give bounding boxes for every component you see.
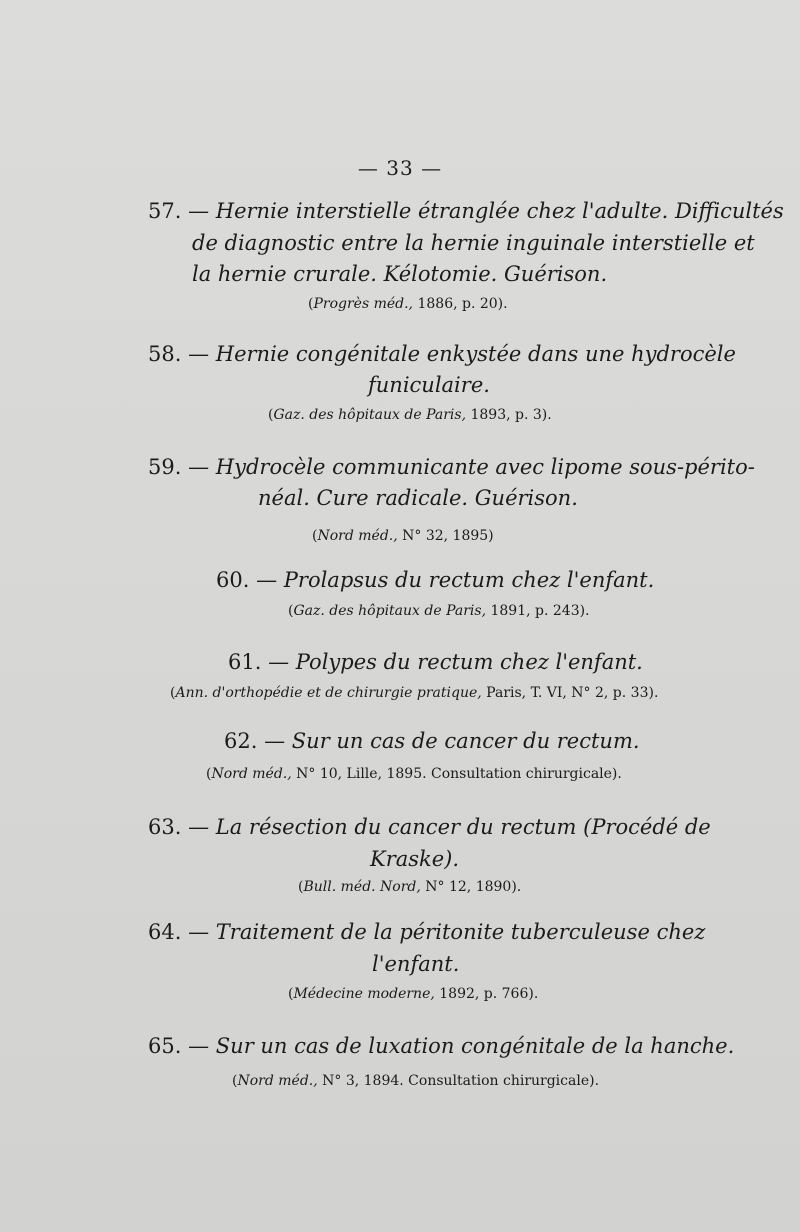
entry-title: Hernie interstielle étranglée chez l'adulte. Difficultés xyxy=(215,199,784,223)
journal-name: Nord méd., xyxy=(317,528,398,544)
entry-number: 64. xyxy=(148,920,182,944)
journal-name: Bull. méd. Nord, xyxy=(303,879,421,895)
entry-title: Sur un cas de luxation congénitale de la hanche. xyxy=(215,1034,735,1058)
page-number: — 33 — xyxy=(357,156,443,180)
entry-number: 58. xyxy=(148,342,182,366)
journal-name: Gaz. des hôpitaux de Paris, xyxy=(273,407,467,423)
entry-reference: (Médecine moderne, 1892, p. 766). xyxy=(288,986,539,1002)
entry-title-line-2: l'enfant. xyxy=(372,952,460,976)
entry-number: 61. xyxy=(228,650,262,674)
entry-number: 63. xyxy=(148,815,182,839)
entry-title: Hydrocèle communicante avec lipome sous-périto- xyxy=(215,455,755,479)
entry-reference: (Nord méd., N° 32, 1895) xyxy=(312,528,494,544)
entry-dash: — xyxy=(268,650,290,674)
entry-reference: (Gaz. des hôpitaux de Paris, 1893, p. 3). xyxy=(268,407,552,423)
entry-reference: (Nord méd., N° 10, Lille, 1895. Consultation chirurgicale). xyxy=(206,766,622,782)
entry-reference: (Bull. méd. Nord, N° 12, 1890). xyxy=(298,879,522,895)
journal-name: Ann. d'orthopédie et de chirurgie pratique, xyxy=(175,685,482,701)
entry-title: La résection du cancer du rectum (Procédé de xyxy=(215,815,711,839)
journal-name: Gaz. des hôpitaux de Paris, xyxy=(293,603,487,619)
entry-reference: (Gaz. des hôpitaux de Paris, 1891, p. 243). xyxy=(288,603,590,619)
journal-name: Nord méd., xyxy=(237,1073,318,1089)
entry-dash: — xyxy=(188,342,210,366)
entry-title: Hernie congénitale enkystée dans une hydrocèle xyxy=(215,342,736,366)
entry-title: Sur un cas de cancer du rectum. xyxy=(291,729,640,753)
entry-title: Polypes du rectum chez l'enfant. xyxy=(295,650,643,674)
journal-name: Nord méd., xyxy=(211,766,292,782)
entry-title: Traitement de la péritonite tuberculeuse chez xyxy=(215,920,706,944)
entry-dash: — xyxy=(188,1034,210,1058)
entry-number: 59. xyxy=(148,455,182,479)
entry-reference: (Progrès méd., 1886, p. 20). xyxy=(308,296,508,312)
entry-title-line-2: funiculaire. xyxy=(368,373,490,397)
entry-number: 57. xyxy=(148,199,182,223)
entry-dash: — xyxy=(188,455,210,479)
entry-number: 60. xyxy=(216,568,250,592)
entry-dash: — xyxy=(264,729,286,753)
entry-number: 65. xyxy=(148,1034,182,1058)
entry-title-line-2: Kraske). xyxy=(370,847,460,871)
entry-title-line-3: la hernie crurale. Kélotomie. Guérison. xyxy=(192,262,608,286)
entry-number: 62. xyxy=(224,729,258,753)
entry-title-line-2: néal. Cure radicale. Guérison. xyxy=(258,486,578,510)
journal-name: Médecine moderne, xyxy=(293,986,435,1002)
entry-title-line-2: de diagnostic entre la hernie inguinale interstielle et xyxy=(192,231,755,255)
entry-dash: — xyxy=(188,199,210,223)
entry-title: Prolapsus du rectum chez l'enfant. xyxy=(283,568,655,592)
entry-dash: — xyxy=(188,815,210,839)
entry-dash: — xyxy=(256,568,278,592)
journal-name: Progrès méd., xyxy=(313,296,414,312)
entry-reference: (Ann. d'orthopédie et de chirurgie pratique, Paris, T. VI, N° 2, p. 33). xyxy=(170,685,659,701)
entry-dash: — xyxy=(188,920,210,944)
entry-reference: (Nord méd., N° 3, 1894. Consultation chirurgicale). xyxy=(232,1073,600,1089)
